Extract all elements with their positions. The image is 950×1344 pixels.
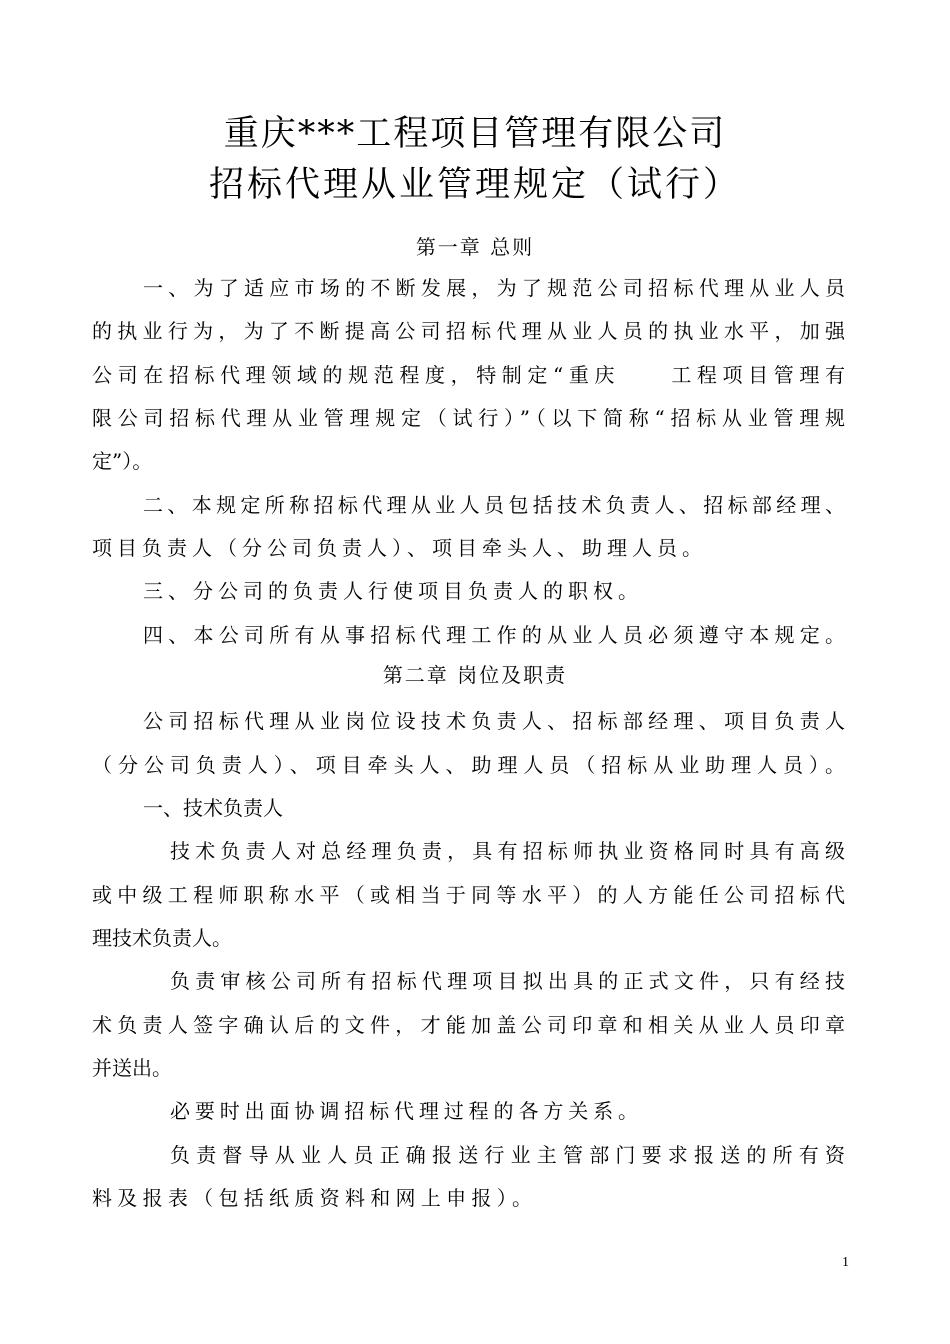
- body-line: 并送出。: [92, 1056, 172, 1080]
- body-line: 二、本规定所称招标代理从业人员包括技术负责人、招标部经理、: [143, 493, 845, 517]
- body-line: 或中级工程师职称水平（或相当于同等水平）的人方能任公司招标代: [92, 883, 845, 907]
- body-line: 四、本公司所有从事招标代理工作的从业人员必须遵守本规定。: [143, 623, 845, 647]
- body-line: 理技术负责人。: [92, 926, 232, 950]
- body-line: 公司招标代理从业岗位设技术负责人、招标部经理、项目负责人: [143, 709, 845, 733]
- body-line: 负责督导从业人员正确报送行业主管部门要求报送的所有资: [170, 1143, 845, 1167]
- body-line: 的执业行为，为了不断提高公司招标代理从业人员的执业水平，加强: [92, 319, 845, 343]
- chapter-heading: 第二章 岗位及职责: [382, 663, 568, 687]
- document-title-line2: 招标代理从业管理规定（试行）: [208, 165, 741, 205]
- body-line: 料及报表（包括纸质资料和网上申报）。: [92, 1186, 532, 1210]
- body-line: 技术负责人对总经理负责，具有招标师执业资格同时具有高级: [170, 839, 845, 863]
- body-line: 必要时出面协调招标代理过程的各方关系。: [170, 1099, 638, 1123]
- chapter-heading: 第一章 总则: [415, 235, 535, 259]
- body-line: （分公司负责人）、项目牵头人、助理人员（招标从业助理人员）。: [92, 753, 845, 777]
- body-line: 公司在招标代理领域的规范程度，特制定“重庆 工程项目管理有: [92, 363, 845, 387]
- body-line: 三、分公司的负责人行使项目负责人的职权。: [143, 579, 638, 603]
- body-line: 定”）。: [92, 449, 153, 473]
- document-title-line1: 重庆***工程项目管理有限公司: [223, 114, 727, 154]
- body-line: 项目负责人（分公司负责人）、项目牵头人、助理人员。: [92, 536, 702, 560]
- body-line: 一、为了适应市场的不断发展，为了规范公司招标代理从业人员: [143, 276, 845, 300]
- body-line: 术负责人签字确认后的文件，才能加盖公司印章和相关从业人员印章: [92, 1013, 845, 1037]
- body-line: 负责审核公司所有招标代理项目拟出具的正式文件，只有经技: [170, 969, 845, 993]
- body-line: 限公司招标代理从业管理规定（试行）”（以下简称“招标从业管理规: [92, 406, 845, 430]
- page-number: 1: [842, 1255, 849, 1270]
- section-heading: 一、技术负责人: [143, 796, 283, 820]
